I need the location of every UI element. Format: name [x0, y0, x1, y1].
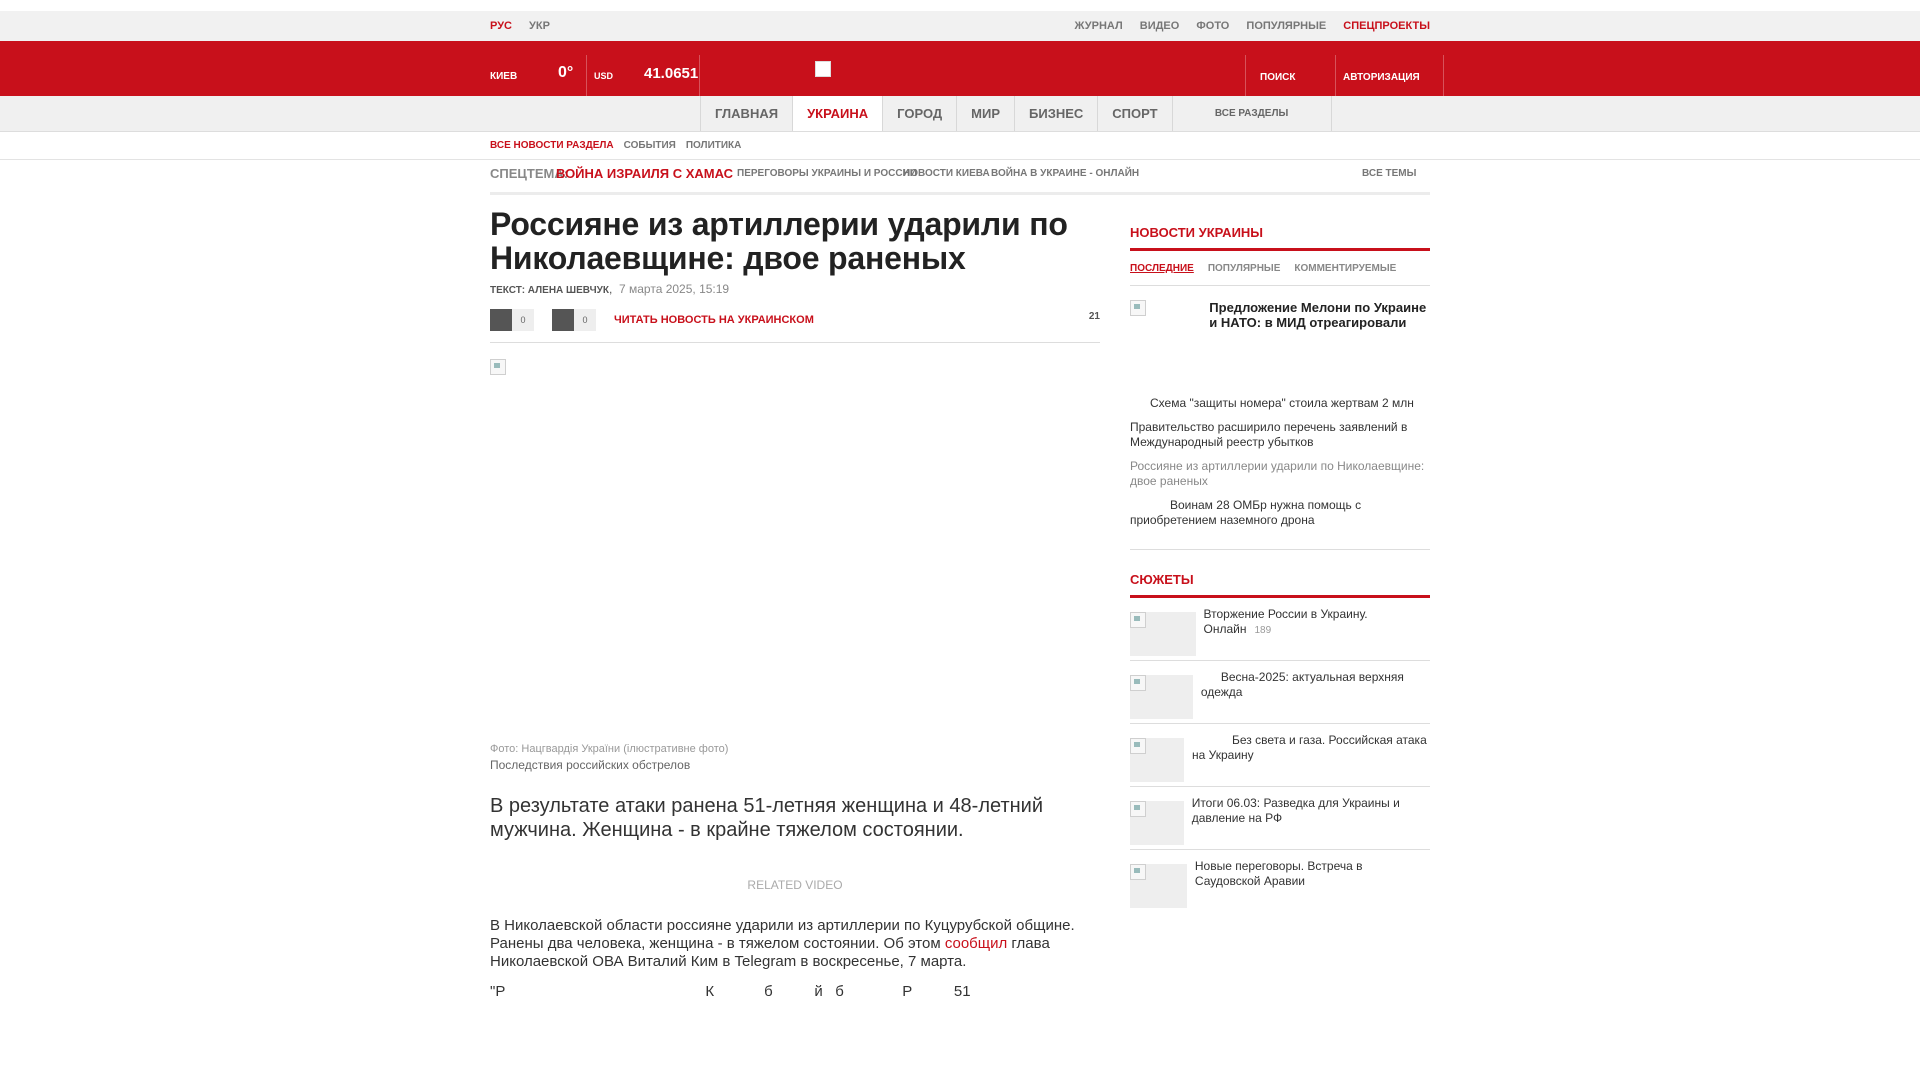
nav-item-city[interactable]: ГОРОД — [882, 96, 956, 131]
broken-image-icon — [1130, 675, 1146, 691]
body-text: глава Николаевской ОВА Виталий Ким в Telegram в воскресенье, 7 марта. — [490, 935, 1050, 970]
plot-item[interactable] — [1130, 788, 1430, 850]
comments-count[interactable]: 21 — [1088, 311, 1100, 322]
nav-item-business[interactable]: БИЗНЕС — [1014, 96, 1097, 131]
special-topic-link[interactable]: ВОЙНА ИЗРАИЛЯ С ХАМАС — [556, 166, 734, 181]
featured-news[interactable] — [1130, 286, 1430, 396]
photo-credit: Фото: Нацгвардія України (ілюстративне фото) — [490, 743, 729, 755]
topic-link[interactable]: ВОЙНА В УКРАИНЕ - ОНЛАЙН — [991, 168, 1140, 179]
search-button[interactable]: ПОИСК — [1260, 72, 1296, 83]
sidebar-news-title[interactable]: НОВОСТИ УКРАИНЫ — [1130, 225, 1430, 251]
currency-value: 41.0651 — [644, 65, 699, 82]
topic-link[interactable]: ПЕРЕГОВОРЫ УКРАИНЫ И РОССИИ — [737, 168, 917, 179]
article-photo — [490, 343, 1100, 743]
nav-item-ukraine[interactable]: УКРАИНА — [792, 96, 882, 131]
plot-thumbnail[interactable] — [1130, 738, 1184, 782]
divider — [1443, 55, 1444, 96]
plots-section — [1130, 572, 1430, 912]
plot-thumbnail[interactable] — [1130, 675, 1193, 719]
plot-title[interactable]: Весна-2025: актуальная верхняя одежда — [1200, 670, 1404, 699]
broken-image-icon — [1130, 738, 1146, 754]
nav-item-main[interactable]: ГЛАВНАЯ — [700, 96, 792, 131]
popular-link[interactable]: ПОПУЛЯРНЫЕ — [1246, 20, 1327, 32]
sub-nav — [0, 132, 1920, 160]
city-label: КИЕВ — [490, 71, 518, 82]
broken-image-icon — [490, 359, 506, 375]
divider — [1130, 549, 1430, 550]
lang-rus-link[interactable]: РУС — [490, 20, 512, 32]
broken-image-icon — [1130, 864, 1146, 880]
nav-all-sections[interactable]: ВСЕ РАЗДЕЛЫ — [1172, 96, 1332, 131]
broken-image-icon — [1130, 801, 1146, 817]
site-logo[interactable] — [815, 61, 831, 77]
special-projects-link[interactable]: СПЕЦПРОЕКТЫ — [1343, 20, 1430, 32]
plot-title[interactable]: Вторжение России в Украину. Онлайн — [1203, 607, 1368, 636]
top-links — [1061, 20, 1430, 32]
news-list — [1130, 396, 1430, 528]
plot-count: 189 — [1254, 625, 1272, 636]
news-list-item-current[interactable]: Россияне из артиллерии ударили по Николаевщине: двое раненых — [1130, 459, 1425, 488]
plot-item[interactable] — [1130, 851, 1430, 912]
share-count: 0 — [574, 309, 596, 331]
tab-latest[interactable]: ПОСЛЕДНИЕ — [1130, 262, 1194, 274]
plot-title[interactable]: Итоги 06.03: Разведка для Украины и давление на РФ — [1191, 796, 1400, 825]
plot-title[interactable]: Без света и газа. Российская атака на Украину — [1192, 733, 1427, 762]
top-bar — [0, 11, 1920, 41]
plot-thumbnail[interactable] — [1130, 612, 1196, 656]
related-video-label: RELATED VIDEO — [747, 878, 843, 892]
share-icon[interactable] — [552, 309, 574, 331]
all-topics-link[interactable]: ВСЕ ТЕМЫ — [1362, 168, 1417, 179]
language-switcher — [490, 20, 564, 32]
plot-title[interactable]: Новые переговоры. Встреча в Саудовской Аравии — [1194, 859, 1363, 888]
plots-title[interactable]: СЮЖЕТЫ — [1130, 572, 1430, 598]
site-header — [0, 41, 1920, 96]
sidebar-tabs — [1130, 251, 1430, 286]
photo-link[interactable]: ФОТО — [1196, 20, 1230, 32]
divider — [586, 55, 587, 96]
photo-caption: Последствия российских обстрелов — [490, 758, 691, 772]
plot-item[interactable] — [1130, 662, 1430, 724]
featured-news-title[interactable]: Предложение Мелони по Украине и НАТО: в МИД отреагировали — [1209, 300, 1427, 330]
body-text: В Николаевской области россияне ударили из артиллерии по Куцурубской общине. Ранены два человека, женщина - в тяжелом состоянии. Об этом — [490, 917, 1075, 952]
plot-item[interactable] — [1130, 599, 1430, 661]
read-ukrainian-link[interactable]: ЧИТАТЬ НОВОСТЬ НА УКРАИНСКОМ — [614, 314, 814, 326]
share-icon[interactable] — [490, 309, 512, 331]
subnav-politics[interactable]: ПОЛИТИКА — [685, 140, 742, 151]
video-link[interactable]: ВИДЕО — [1139, 20, 1180, 32]
subnav-all-news[interactable]: ВСЕ НОВОСТИ РАЗДЕЛА — [490, 140, 614, 151]
plot-thumbnail[interactable] — [1130, 801, 1184, 845]
topics-bar — [490, 160, 1430, 195]
journal-link[interactable]: ЖУРНАЛ — [1074, 20, 1123, 32]
featured-thumbnail[interactable] — [1130, 300, 1209, 396]
divider — [699, 55, 700, 96]
news-list-item[interactable]: Воинам 28 ОМБр нужна помощь с приобретением наземного дрона — [1130, 498, 1362, 527]
sidebar — [1130, 225, 1430, 912]
currency-label: USD — [594, 71, 614, 81]
lang-ukr-link[interactable]: УКР — [529, 20, 550, 32]
divider — [1335, 55, 1336, 96]
temperature: 0° — [558, 64, 574, 81]
nav-item-world[interactable]: МИР — [956, 96, 1014, 131]
auth-button[interactable]: АВТОРИЗАЦИЯ — [1343, 72, 1420, 83]
article-meta: ТЕКСТ: АЛЕНА ШЕВЧУК, 7 марта 2025, 15:19 — [490, 282, 730, 296]
share-count: 0 — [512, 309, 534, 331]
share-bar — [490, 306, 1100, 343]
news-list-item[interactable]: Правительство расширило перечень заявлений в Международный реестр убытков — [1130, 420, 1408, 449]
article-title: Россияне из артиллерии ударили по Николаевщине: двое раненых — [490, 206, 1068, 276]
tab-commented[interactable]: КОММЕНТИРУЕМЫЕ — [1294, 262, 1397, 274]
article-lead: В результате атаки ранена 51-летняя женщина и 48-летний мужчина. Женщина - в крайне тяжелом состоянии. — [490, 795, 1043, 841]
subnav-events[interactable]: СОБЫТИЯ — [623, 140, 676, 151]
body-text-truncated: "Р К б й б Р 51 — [490, 983, 971, 997]
article-date: 7 марта 2025, 15:19 — [619, 282, 730, 296]
news-list-item[interactable]: Схема "защиты номера" стоила жертвам 2 млн — [1150, 396, 1414, 410]
article-author[interactable]: ТЕКСТ: АЛЕНА ШЕВЧУК — [490, 285, 609, 296]
topics-prefix: СПЕЦТЕМА: — [490, 166, 569, 181]
source-link[interactable]: сообщил — [944, 935, 1008, 952]
broken-image-icon — [1130, 300, 1146, 316]
broken-image-icon — [1130, 612, 1146, 628]
topic-link[interactable]: НОВОСТИ КИЕВА — [903, 168, 990, 179]
nav-item-sport[interactable]: СПОРТ — [1097, 96, 1171, 131]
plot-item[interactable] — [1130, 725, 1430, 787]
plot-thumbnail[interactable] — [1130, 864, 1187, 908]
tab-popular[interactable]: ПОПУЛЯРНЫЕ — [1207, 262, 1281, 274]
divider — [1245, 55, 1246, 96]
article-body — [490, 917, 1100, 971]
main-nav — [0, 96, 1920, 132]
article — [490, 207, 1100, 997]
